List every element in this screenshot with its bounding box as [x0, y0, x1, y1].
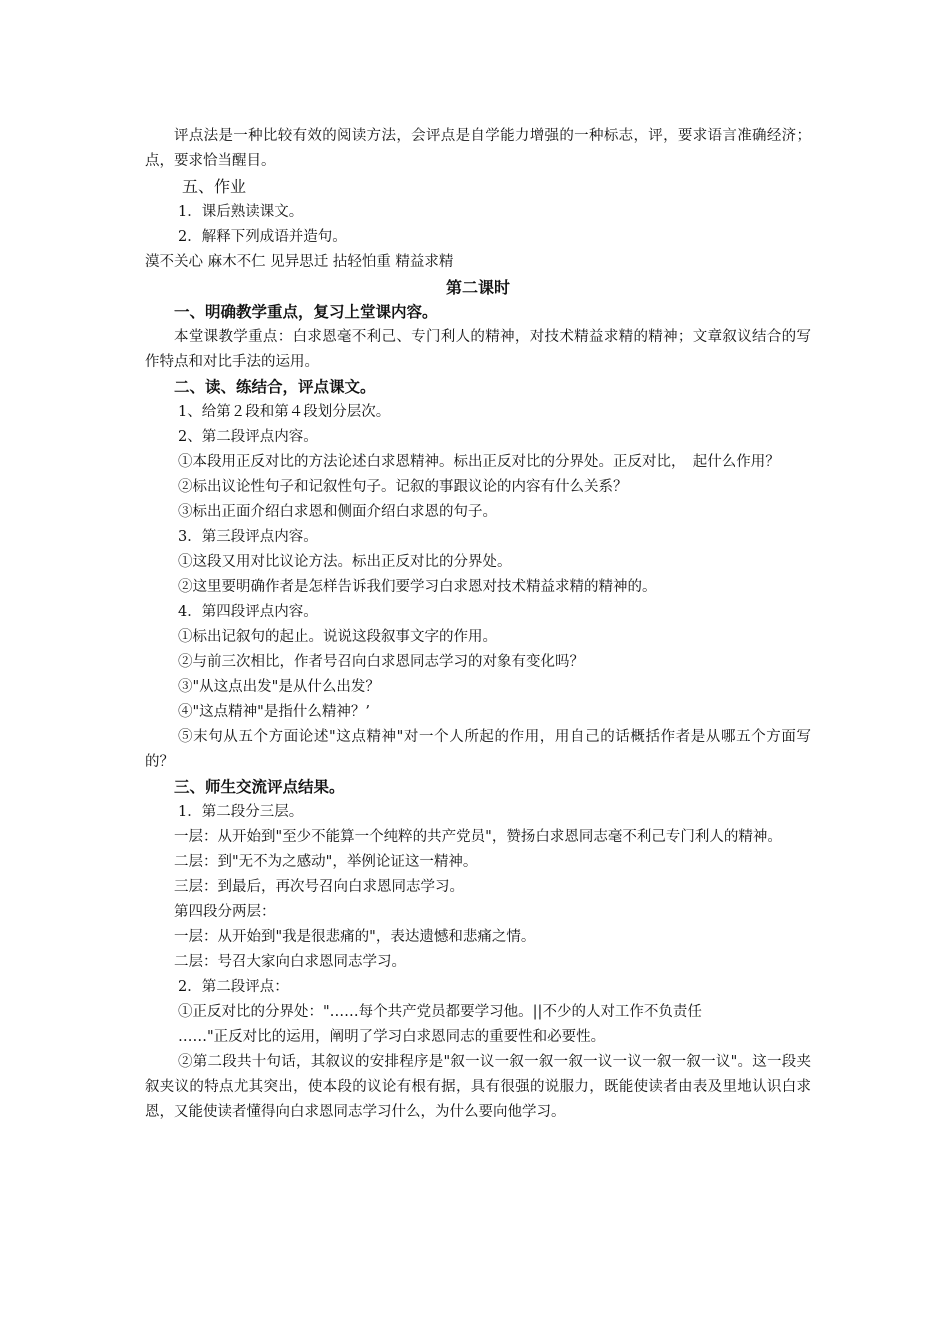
- step-2-item-b: ②标出议论性句子和记叙性句子。记叙的事跟议论的内容有什么关系？: [178, 479, 628, 495]
- paragraph-focus: 本堂课教学重点：白求恩毫不利己、专门利人的精神，对技术精益求精的精神；文章叙议结合的写作特点和对比手法的运用。: [145, 329, 811, 370]
- step-3: 3．第三段评点内容。: [178, 529, 318, 545]
- step-4-item-a: ①标出记叙句的起止。说说这段叙事文字的作用。: [178, 629, 497, 645]
- result-para-4: 第四段分两层：: [174, 904, 276, 920]
- step-4-item-c: ③"从这点出发"是从什么出发？: [178, 679, 380, 695]
- step-2-item-c: ③标出正面介绍白求恩和侧面介绍白求恩的句子。: [178, 504, 497, 520]
- document-page: [145, 124, 811, 1125]
- result-1-layer-2: 二层：到"无不为之感动"，举例论证这一精神。: [174, 854, 478, 870]
- step-4-item-d: ④"这点精神"是指什么精神？’: [178, 704, 370, 720]
- step-4: 4．第四段评点内容。: [178, 604, 318, 620]
- result-1-layer-3: 三层：到最后，再次号召向白求恩同志学习。: [174, 879, 464, 895]
- homework-item-2: 2．解释下列成语并造句。: [178, 229, 347, 245]
- result-2-item-b: ②第二段共十句话，其叙议的安排程序是"叙一议一叙一叙一叙一议一议一叙一叙一议"。这一段夹叙夹议的特点尤其突出，使本段的议论有根有据，具有很强的说服力，既能使读者由表及里地认识白求恩，又能使读者懂得向白求恩同志学习什么，为什么要向他学习。: [145, 1054, 811, 1120]
- result-2: 2．第二段评点：: [178, 979, 289, 995]
- heading-section-one: 一、明确教学重点，复习上堂课内容。: [174, 303, 438, 321]
- heading-section-two: 二、读、练结合，评点课文。: [174, 378, 376, 396]
- step-3-item-a: ①这段又用对比议论方法。标出正反对比的分界处。: [178, 554, 512, 570]
- step-4-item-e: ⑤末句从五个方面论述"这点精神"对一个人所起的作用，用自己的话概括作者是从哪五个方面写的？: [145, 729, 811, 770]
- lesson-title: 第二课时: [445, 278, 510, 297]
- step-3-item-b: ②这里要明确作者是怎样告诉我们要学习白求恩对技术精益求精的精神的。: [178, 579, 657, 595]
- result-para-4-layer-2: 二层：号召大家向白求恩同志学习。: [174, 954, 406, 970]
- result-2-item-a-line-2: ……"正反对比的运用，阐明了学习白求恩同志的重要性和必要性。: [178, 1029, 606, 1045]
- result-1-layer-1: 一层：从开始到"至少不能算一个纯粹的共产党员"，赞扬白求恩同志毫不利己专门利人的精神。: [174, 829, 782, 845]
- step-2: 2、第二段评点内容。: [178, 429, 318, 445]
- idiom-list: 漠不关心 麻木不仁 见异思迁 拈轻怕重 精益求精: [145, 254, 454, 270]
- homework-item-1: 1．课后熟读课文。: [178, 204, 304, 220]
- heading-section-three: 三、师生交流评点结果。: [174, 778, 345, 796]
- step-2-item-a: ①本段用正反对比的方法论述白求恩精神。标出正反对比的分界处。正反对比， 起什么作用？: [178, 454, 780, 470]
- step-1: 1、给第２段和第４段划分层次。: [178, 404, 391, 420]
- heading-homework: 五、作业: [182, 177, 247, 196]
- result-1: 1．第二段分三层。: [178, 804, 304, 820]
- result-2-item-a-line-1: ①正反对比的分界处："……每个共产党员都要学习他。||不少的人对工作不负责任: [178, 1004, 702, 1020]
- step-4-item-b: ②与前三次相比，作者号召向白求恩同志学习的对象有变化吗？: [178, 654, 584, 670]
- paragraph-evaluation-method: 评点法是一种比较有效的阅读方法，会评点是自学能力增强的一种标志，评，要求语言准确经济；点，要求恰当醒目。: [145, 128, 811, 169]
- result-para-4-layer-1: 一层：从开始到"我是很悲痛的"，表达遗憾和悲痛之情。: [174, 929, 536, 945]
